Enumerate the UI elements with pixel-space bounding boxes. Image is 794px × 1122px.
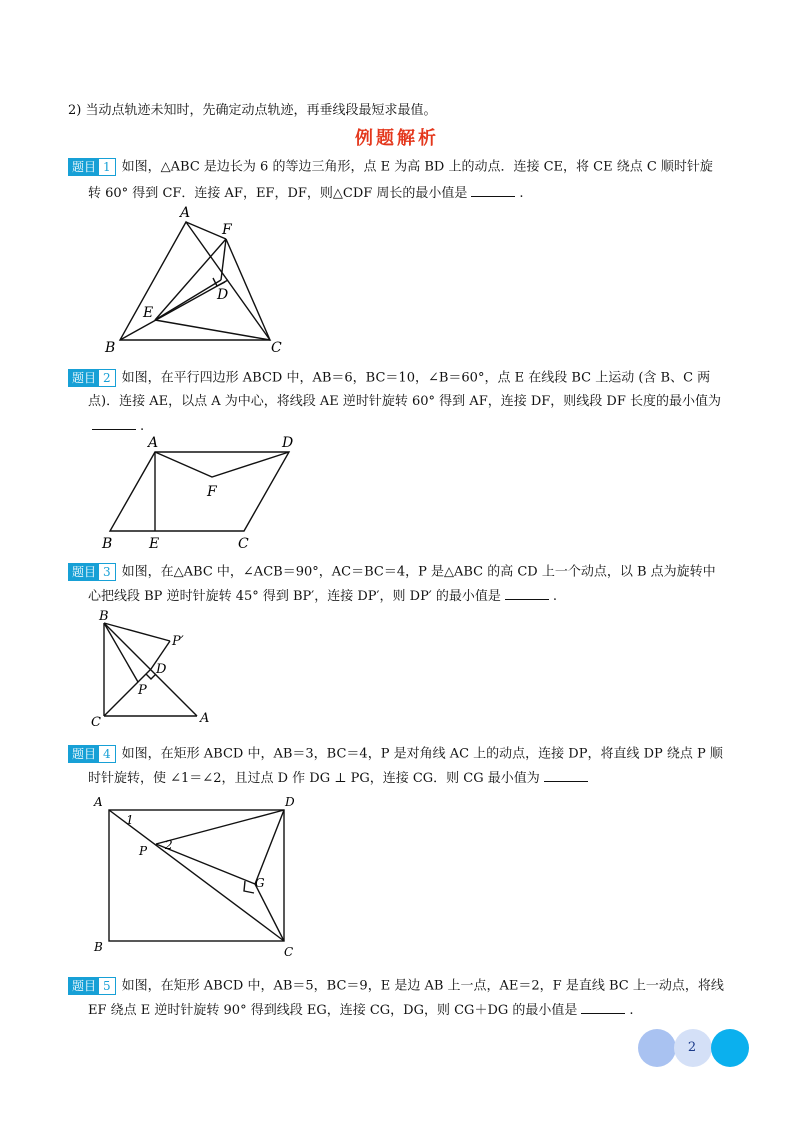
decor-circle-dark: [711, 1029, 749, 1067]
problem-1-line-2: 转 60° 得到 CF．连接 AF，EF，DF，则△CDF 周长的最小值是 .: [88, 186, 524, 201]
label-A: A: [94, 795, 103, 809]
figure-2: [98, 430, 308, 555]
label-P: P: [139, 844, 148, 858]
problem-1-tag: 题目 1: [68, 158, 116, 176]
problem-2-tag: 题目 2: [68, 369, 116, 387]
label-D: D: [217, 287, 229, 303]
answer-blank: [581, 1001, 625, 1014]
decor-circle-light: [638, 1029, 676, 1067]
problem-5-line-1: 题目 5 如图，在矩形 ABCD 中，AB＝5，BC＝9，E 是边 AB 上一点，AE＝2，F 是直线 BC 上一动点，将线: [68, 977, 724, 996]
label-G: G: [255, 876, 265, 890]
label-C: C: [238, 536, 249, 552]
label-E: E: [149, 536, 160, 552]
section-title: 例题解析: [355, 128, 439, 149]
problem-3-tag: 题目 3: [68, 563, 116, 581]
problem-5-tag: 题目 5: [68, 977, 116, 995]
figure-1: [100, 200, 300, 360]
label-A: A: [200, 711, 210, 726]
problem-2-line-1: 题目 2 如图，在平行四边形 ABCD 中，AB＝6，BC＝10，∠B＝60°，点 E 在线段 BC 上运动 (含 B、C 两: [68, 369, 710, 388]
label-D: D: [156, 662, 167, 677]
problem-4-tag: 题目 4: [68, 745, 116, 763]
label-E: E: [143, 305, 154, 321]
label-A: A: [180, 205, 191, 221]
answer-blank: [92, 417, 136, 430]
label-A: A: [148, 435, 159, 451]
intro-text: 2) 当动点轨迹未知时，先确定动点轨迹，再垂线段最短求最值。: [68, 103, 437, 118]
label-B: B: [99, 609, 109, 624]
label-C: C: [91, 715, 101, 730]
figure-3: [88, 605, 218, 730]
label-D: D: [285, 795, 295, 809]
label-C: C: [284, 945, 294, 959]
page-number: 2: [687, 1040, 697, 1055]
problem-4-line-2: 时针旋转，使 ∠1＝∠2，且过点 D 作 DG ⊥ PG，连接 CG．则 CG 最小值为: [88, 769, 592, 788]
figure-4: [88, 790, 308, 965]
label-D: D: [282, 435, 294, 451]
answer-blank: [505, 587, 549, 600]
label-P-prime: P′: [172, 634, 184, 649]
label-B: B: [102, 536, 113, 552]
problem-1-line-1: 题目 1 如图，△ABC 是边长为 6 的等边三角形，点 E 为高 BD 上的动点．连接 CE，将 CE 绕点 C 顺时针旋: [68, 158, 713, 177]
label-B: B: [94, 940, 103, 954]
label-angle-1: 1: [126, 813, 134, 827]
label-F: F: [207, 484, 217, 500]
problem-4-line-1: 题目 4 如图，在矩形 ABCD 中，AB＝3，BC＝4，P 是对角线 AC 上的动点，连接 DP，将直线 DP 绕点 P 顺: [68, 745, 723, 764]
label-angle-2: 2: [165, 838, 173, 852]
answer-blank: [544, 769, 588, 782]
problem-2-line-3: .: [88, 417, 144, 436]
answer-blank: [471, 184, 515, 197]
label-C: C: [271, 340, 282, 356]
problem-5-line-2: EF 绕点 E 逆时针旋转 90° 得到线段 EG，连接 CG，DG，则 CG＋DG 的最小值是 .: [88, 1003, 634, 1018]
problem-3-line-2: 心把线段 BP 逆时针旋转 45° 得到 BP′，连接 DP′，则 DP′ 的最小值是 .: [88, 589, 558, 604]
problem-3-line-1: 题目 3 如图，在△ABC 中，∠ACB＝90°，AC＝BC＝4，P 是△ABC 的高 CD 上一个动点，以 B 点为旋转中: [68, 563, 716, 582]
label-B: B: [105, 340, 116, 356]
label-F: F: [222, 222, 232, 238]
label-P: P: [138, 683, 147, 698]
problem-2-line-2: 点)．连接 AE，以点 A 为中心，将线段 AE 逆时针旋转 60° 得到 AF，连接 DF，则线段 DF 长度的最小值为: [88, 394, 722, 409]
